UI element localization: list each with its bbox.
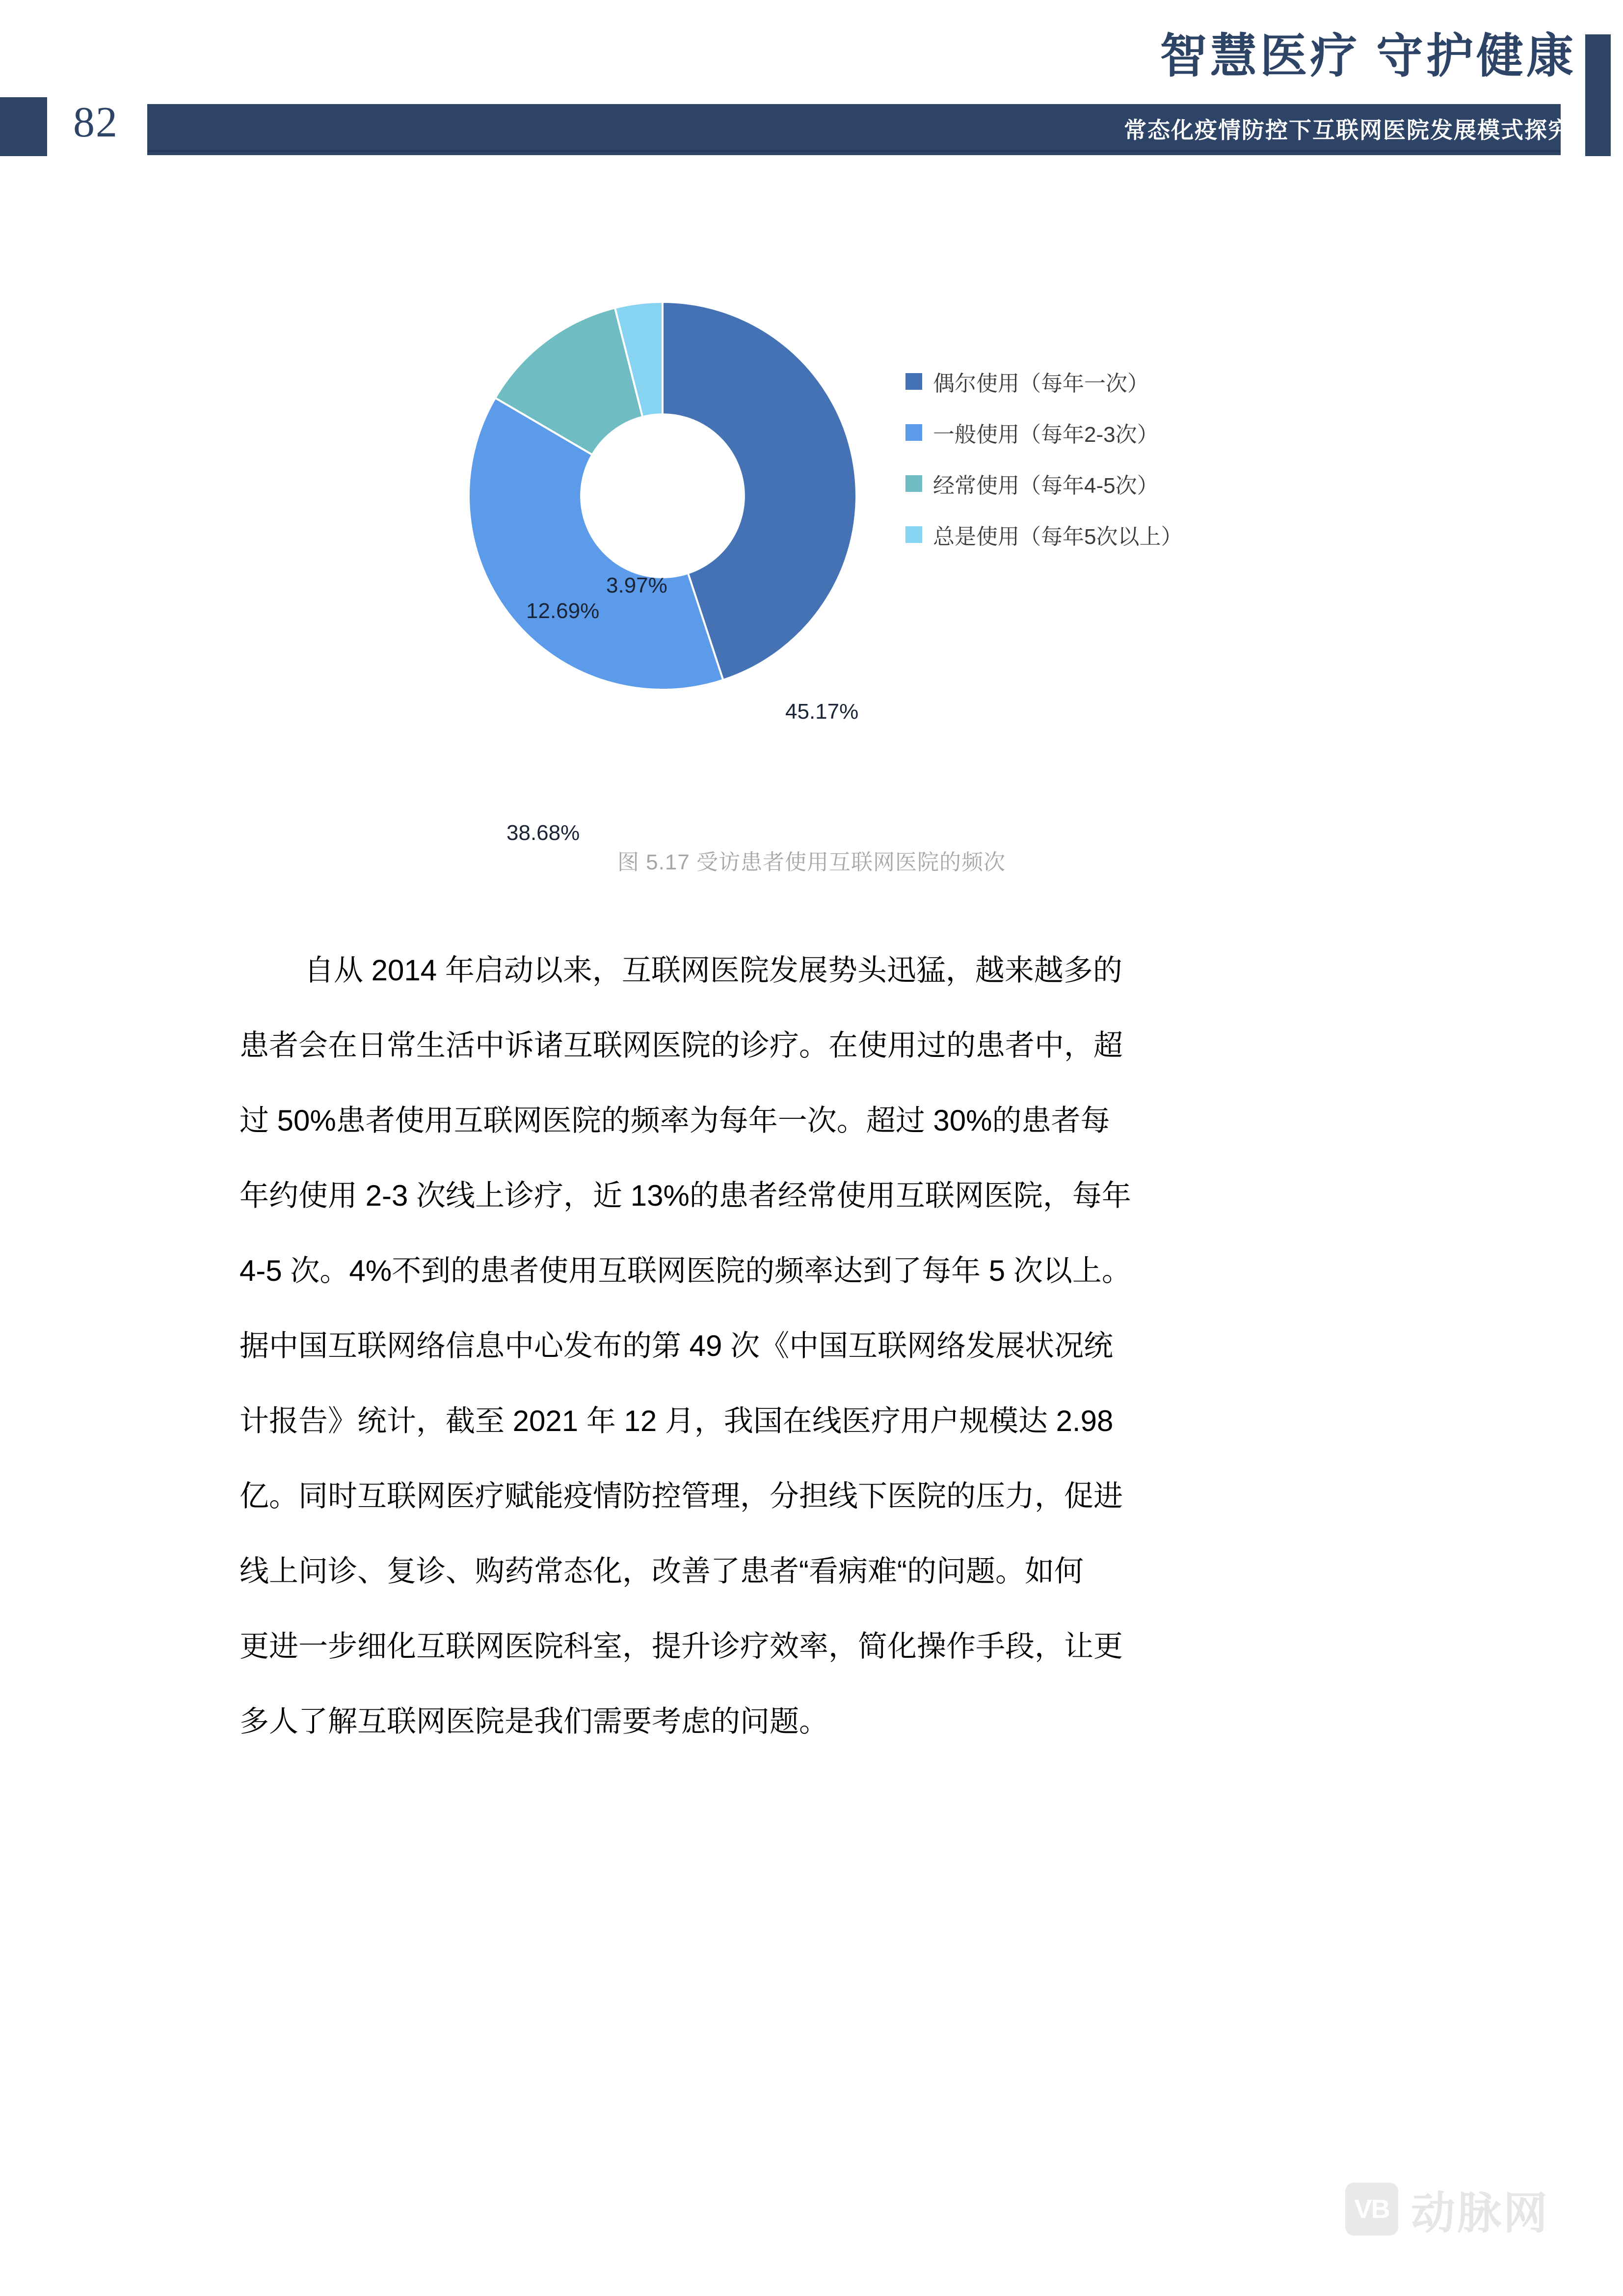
donut-chart-svg <box>442 275 883 717</box>
slice-label-occasional: 45.17% <box>785 700 859 724</box>
paragraph-line: 据中国互联网络信息中心发布的第 49 次《中国互联网络发展状况统 <box>239 1329 1114 1362</box>
paragraph-line: 亿。同时互联网医疗赋能疫情防控管理，分担线下医院的压力，促进 <box>239 1480 1123 1513</box>
legend-item-label: 偶尔使用（每年一次） <box>933 372 1149 396</box>
legend-item-label: 一般使用（每年2-3次） <box>933 423 1159 447</box>
paragraph-line: 年约使用 2-3 次线上诊疗，近 13%的患者经常使用互联网医院，每年 <box>239 1179 1131 1212</box>
page-header <box>0 0 1623 162</box>
legend-item <box>905 458 1278 509</box>
watermark <box>1345 2177 1549 2241</box>
legend-item-label: 经常使用（每年4-5次） <box>933 474 1159 498</box>
page-title: 智慧医疗 守护健康 <box>1160 30 1576 82</box>
watermark-logo-icon <box>1345 2183 1398 2236</box>
paragraph-line: 自从 2014 年启动以来，互联网医院发展势头迅猛，越来越多的 <box>304 954 1122 987</box>
donut-slice-group <box>469 302 856 690</box>
donut-chart <box>442 275 883 717</box>
chart-legend <box>905 356 1278 560</box>
body-paragraph <box>239 933 1385 1759</box>
legend-item <box>905 407 1278 458</box>
legend-swatch-icon <box>905 424 922 441</box>
legend-swatch-icon <box>905 526 922 543</box>
paragraph-line: 4-5 次。4%不到的患者使用互联网医院的频率达到了每年 5 次以上。 <box>239 1254 1131 1287</box>
paragraph-line: 更进一步细化互联网医院科室，提升诊疗效率，简化操作手段，让更 <box>239 1630 1123 1663</box>
paragraph-line: 线上问诊、复诊、购药常态化，改善了患者“看病难“的问题。如何 <box>239 1555 1084 1588</box>
paragraph-line: 多人了解互联网医院是我们需要考虑的问题。 <box>239 1705 828 1738</box>
watermark-logo-label: VB <box>1354 2194 1389 2224</box>
slice-label-frequent: 12.69% <box>526 599 600 623</box>
page-number: 82 <box>73 99 118 146</box>
legend-item <box>905 356 1278 407</box>
slice-label-normal: 38.68% <box>506 821 580 845</box>
legend-item-label: 总是使用（每年5次以上） <box>933 525 1183 549</box>
paragraph-line: 患者会在日常生活中诉诸互联网医院的诊疗。在使用过的患者中，超 <box>239 1029 1123 1062</box>
figure-caption: 图 5.17 受访患者使用互联网医院的频次 <box>617 850 1006 874</box>
legend-swatch-icon <box>905 475 922 492</box>
header-left-accent-block <box>0 97 47 156</box>
watermark-brand-name: 动脉网 <box>1411 2189 1549 2238</box>
paragraph-line: 过 50%患者使用互联网医院的频率为每年一次。超过 30%的患者每 <box>239 1104 1110 1137</box>
legend-item <box>905 509 1278 560</box>
paragraph-line: 计报告》统计，截至 2021 年 12 月，我国在线医疗用户规模达 2.98 <box>239 1405 1114 1437</box>
legend-swatch-icon <box>905 373 922 390</box>
page-subtitle: 常态化疫情防控下互联网医院发展模式探究 <box>1124 117 1571 143</box>
header-right-accent-block <box>1585 34 1611 156</box>
slice-label-always: 3.97% <box>606 573 667 597</box>
header-banner-underline <box>147 150 1561 152</box>
figure-container <box>0 255 1623 893</box>
